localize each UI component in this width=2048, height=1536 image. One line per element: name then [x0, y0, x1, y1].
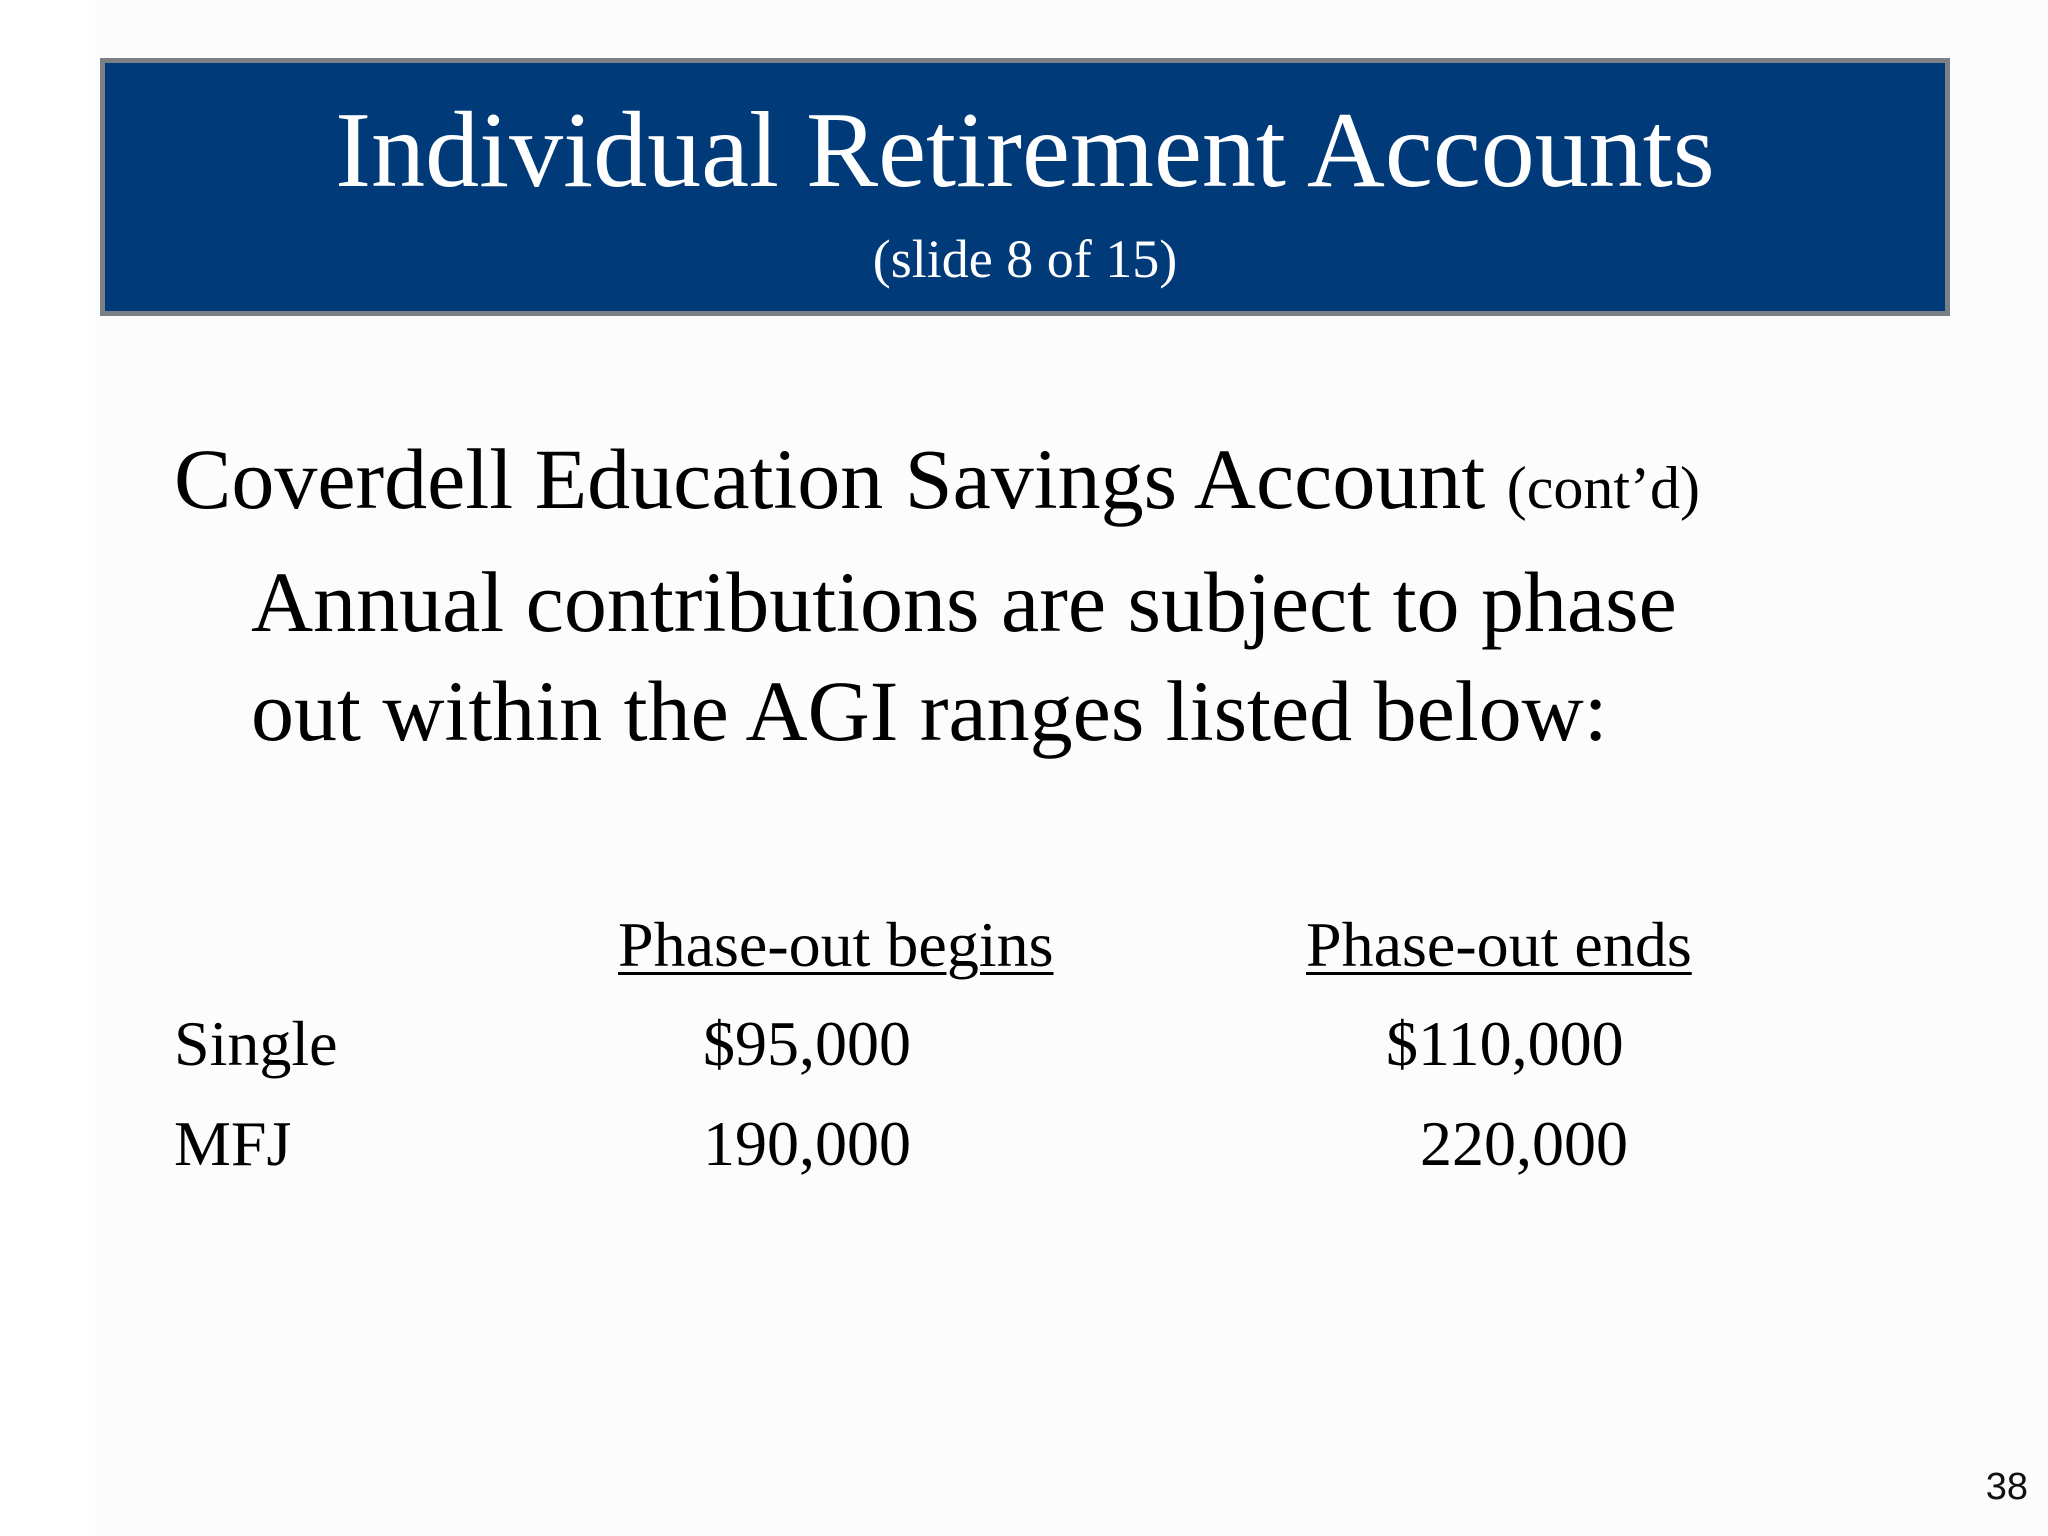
column-header-ends: Phase-out ends [1306, 909, 1692, 980]
column-header-begins: Phase-out begins [618, 909, 1054, 980]
mfj-phase-out-begins: 190,000 [703, 1108, 911, 1179]
single-phase-out-begins: $95,000 [703, 1008, 911, 1079]
bullet-line: out within the AGI ranges listed below: [251, 663, 1608, 759]
section-heading-text: Coverdell Education Savings Account [174, 431, 1486, 527]
page-number: 38 [1985, 1466, 2028, 1508]
slide-subtitle: (slide 8 of 15) [872, 229, 1178, 289]
section-heading-note: (cont’d) [1506, 455, 1700, 521]
section-heading [174, 431, 1700, 527]
bullet-text [251, 548, 1951, 766]
mfj-phase-out-ends: 220,000 [1420, 1108, 1628, 1179]
single-phase-out-ends: $110,000 [1386, 1008, 1624, 1079]
row-label-mfj: MFJ [174, 1108, 292, 1179]
bullet-line: Annual contributions are subject to phase [251, 554, 1677, 650]
slide-title: Individual Retirement Accounts [335, 91, 1715, 210]
row-label-single: Single [174, 1008, 338, 1079]
